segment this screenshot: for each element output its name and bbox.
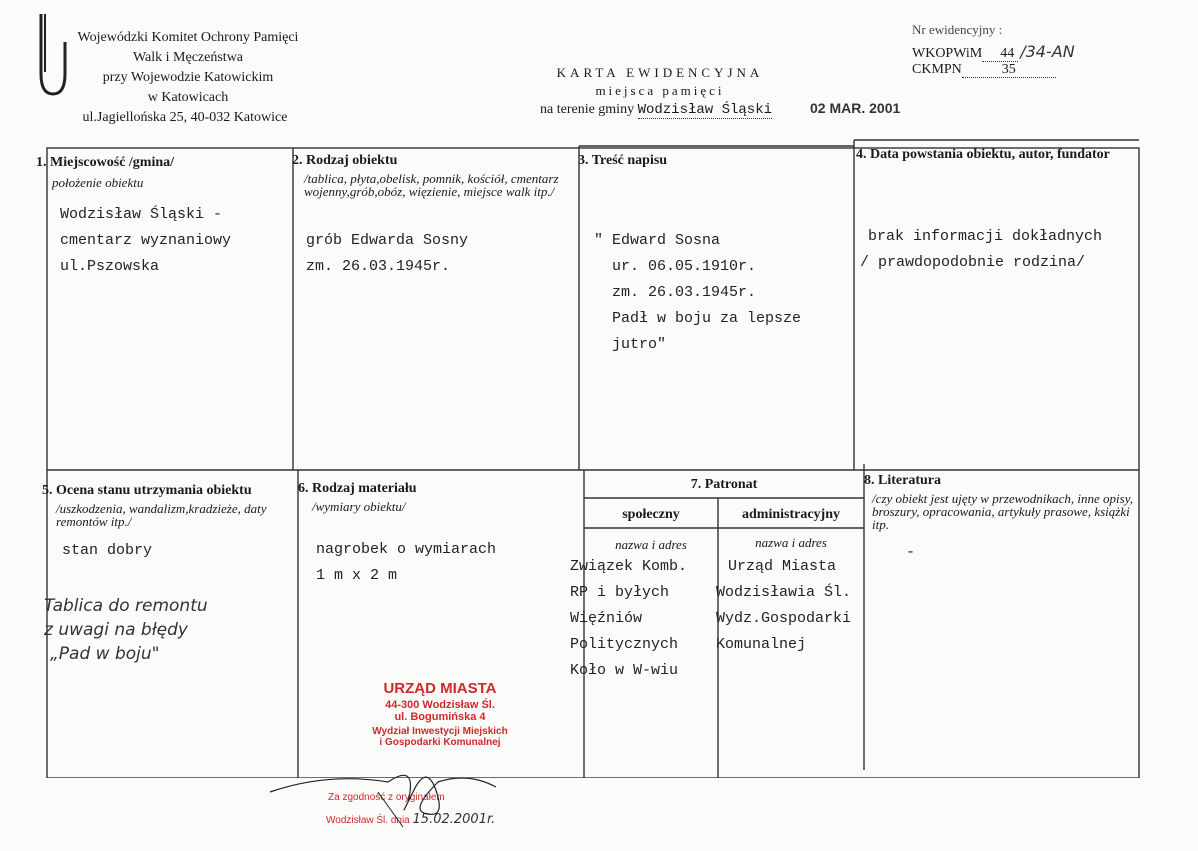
patronat-social-line: Związek Komb.: [570, 558, 688, 575]
cell-1-title-text: 1. Miejscowość /gmina/: [36, 155, 175, 170]
cell-8-title-text: 8. Literatura: [864, 473, 941, 488]
copy-certification: Za zgodność z oryginałem: [328, 792, 445, 803]
cell-5-title-text: 5. Ocena stanu utrzymania obiektu: [42, 483, 252, 498]
cell-4-line: / prawdopodobnie rodzina/: [860, 254, 1086, 271]
cell-3-line: zm. 26.03.1945r.: [612, 284, 757, 301]
ckmpn-line: [912, 62, 1056, 78]
wkopwim-handwritten: /34-AN: [1020, 42, 1075, 61]
stamp-line: ul. Bogumińska 4: [394, 711, 486, 723]
wkopwim-line: [912, 42, 1075, 62]
cell-4-content: [860, 224, 1102, 276]
cell-2-line: grób Edwarda Sosny: [306, 232, 469, 249]
org-address: ul.Jagiellońska 25, 40-032 Katowice: [82, 110, 288, 125]
patronat-admin-line: Urząd Miasta: [728, 558, 837, 575]
patronat-admin-line: Wodzisławia Śl.: [716, 584, 852, 601]
copy-date: 15.02.2001r.: [412, 812, 496, 827]
cell-2-title-text: 2. Rodzaj obiektu: [292, 153, 398, 168]
handwritten-line: „Pad w boju": [50, 644, 160, 664]
cell-3-line: ur. 06.05.1910r.: [612, 258, 757, 275]
cell-2-title: [292, 152, 397, 169]
cell-6-line: nagrobek o wymiarach: [316, 541, 497, 558]
org-name-line-2: Walk i Męczeństwa: [132, 50, 244, 65]
cell-1-line: ul.Pszowska: [60, 258, 160, 275]
evidence-number-label: Nr ewidencyjny :: [912, 22, 1003, 37]
org-name-line-4: w Katowicach: [147, 90, 229, 105]
patronat-admin-subheader: nazwa i adres: [755, 535, 827, 550]
cell-1-content: [60, 202, 231, 280]
patronat-social-header: społeczny: [622, 507, 680, 522]
cell-3-title: [578, 152, 667, 169]
cell-3-line: jutro": [612, 336, 667, 353]
patronat-social-line: Koło w W-wiu: [570, 662, 679, 679]
cell-8-title: [864, 472, 941, 489]
cell-6-subtitle: /wymiary obiektu/: [312, 499, 406, 514]
patronat-social-line: RP i byłych: [570, 584, 670, 601]
patronat-social-line: Więźniów: [570, 610, 643, 627]
cell-4-title: [856, 146, 1126, 163]
gmina-line: [540, 102, 772, 118]
cell-7-title-text: 7. Patronat: [690, 477, 758, 492]
stamp-line: i Gospodarki Komunalnej: [379, 737, 501, 748]
gmina-label: na terenie gminy: [540, 102, 635, 117]
stamp-line: Wydział Inwestycji Miejskich: [372, 726, 508, 737]
cell-7-title: [584, 476, 864, 493]
document-title: KARTA EWIDENCYJNA: [556, 65, 764, 80]
patronat-social-line: Politycznych: [570, 636, 679, 653]
ckmpn-value: 35: [962, 62, 1056, 78]
office-stamp: [330, 680, 550, 748]
org-name-line-1: Wojewódzki Komitet Ochrony Pamięci: [77, 30, 299, 45]
cell-8-content: -: [906, 544, 916, 561]
cell-2-content: [306, 228, 468, 280]
cell-8-subtitle: /czy obiekt jest ujęty w przewodnikach, inne opisy, broszury, opracowania, artykuły prasowe, książki itp.: [872, 491, 1134, 532]
cell-5-content: stan dobry: [62, 542, 153, 559]
handwritten-line: z uwagi na błędy: [44, 620, 188, 640]
cell-3-line: " Edward Sosna: [594, 232, 721, 249]
handwritten-signature: [268, 752, 498, 832]
cell-2-subtitle: /tablica, płyta,obelisk, pomnik, kościół, cmentarz wojenny,grób,obóz, więzienie, miejsce walk itp./: [304, 171, 559, 199]
wkopwim-value: 44: [982, 46, 1018, 62]
cell-5-subtitle: /uszkodzenia, wandalizm,kradzieże, daty remontów itp./: [56, 501, 267, 529]
cell-6-title: [298, 480, 417, 497]
cell-1-line: cmentarz wyznaniowy: [60, 232, 232, 249]
cell-5-handwritten-note: [44, 594, 208, 666]
cell-1-title: [36, 154, 174, 171]
cell-3-title-text: 3. Treść napisu: [578, 153, 668, 168]
patronat-admin-line: Wydz.Gospodarki: [716, 610, 852, 627]
cell-6-title-text: 6. Rodzaj materiału: [298, 481, 417, 496]
cell-1-subtitle: położenie obiektu: [52, 175, 144, 190]
patronat-admin-content: [716, 554, 851, 658]
patronat-social-content: [570, 554, 687, 684]
gmina-value: Wodzisław Śląski: [637, 102, 772, 118]
cell-6-line: 1 m x 2 m: [316, 567, 398, 584]
handwritten-line: Tablica do remontu: [44, 596, 208, 616]
patronat-social-subheader: nazwa i adres: [615, 537, 687, 552]
document-subtitle: miejsca pamięci: [595, 83, 725, 98]
stamp-line: URZĄD MIASTA: [383, 680, 497, 697]
cell-2-line: zm. 26.03.1945r.: [306, 258, 451, 275]
cell-1-line: Wodzisław Śląski -: [60, 206, 223, 223]
patronat-admin-line: Komunalnej: [716, 636, 807, 653]
cell-4-line: brak informacji dokładnych: [868, 228, 1103, 245]
cell-6-content: [316, 537, 496, 589]
date-stamp: 02 MAR. 2001: [810, 100, 901, 116]
ckmpn-label: CKMPN: [912, 62, 962, 77]
org-name-line-3: przy Wojewodzie Katowickim: [102, 70, 274, 85]
cell-5-title: [42, 482, 252, 499]
cell-3-content: [594, 228, 801, 358]
wkopwim-label: WKOPWiM: [912, 46, 983, 61]
copy-place: Wodzisław Śl. dnia: [326, 815, 410, 826]
cell-3-line: Padł w boju za lepsze: [612, 310, 802, 327]
patronat-admin-header: administracyjny: [742, 507, 840, 522]
cell-4-title-text: 4. Data powstania obiektu, autor, fundator: [856, 147, 1110, 162]
stamp-line: 44-300 Wodzisław Śl.: [385, 699, 495, 711]
